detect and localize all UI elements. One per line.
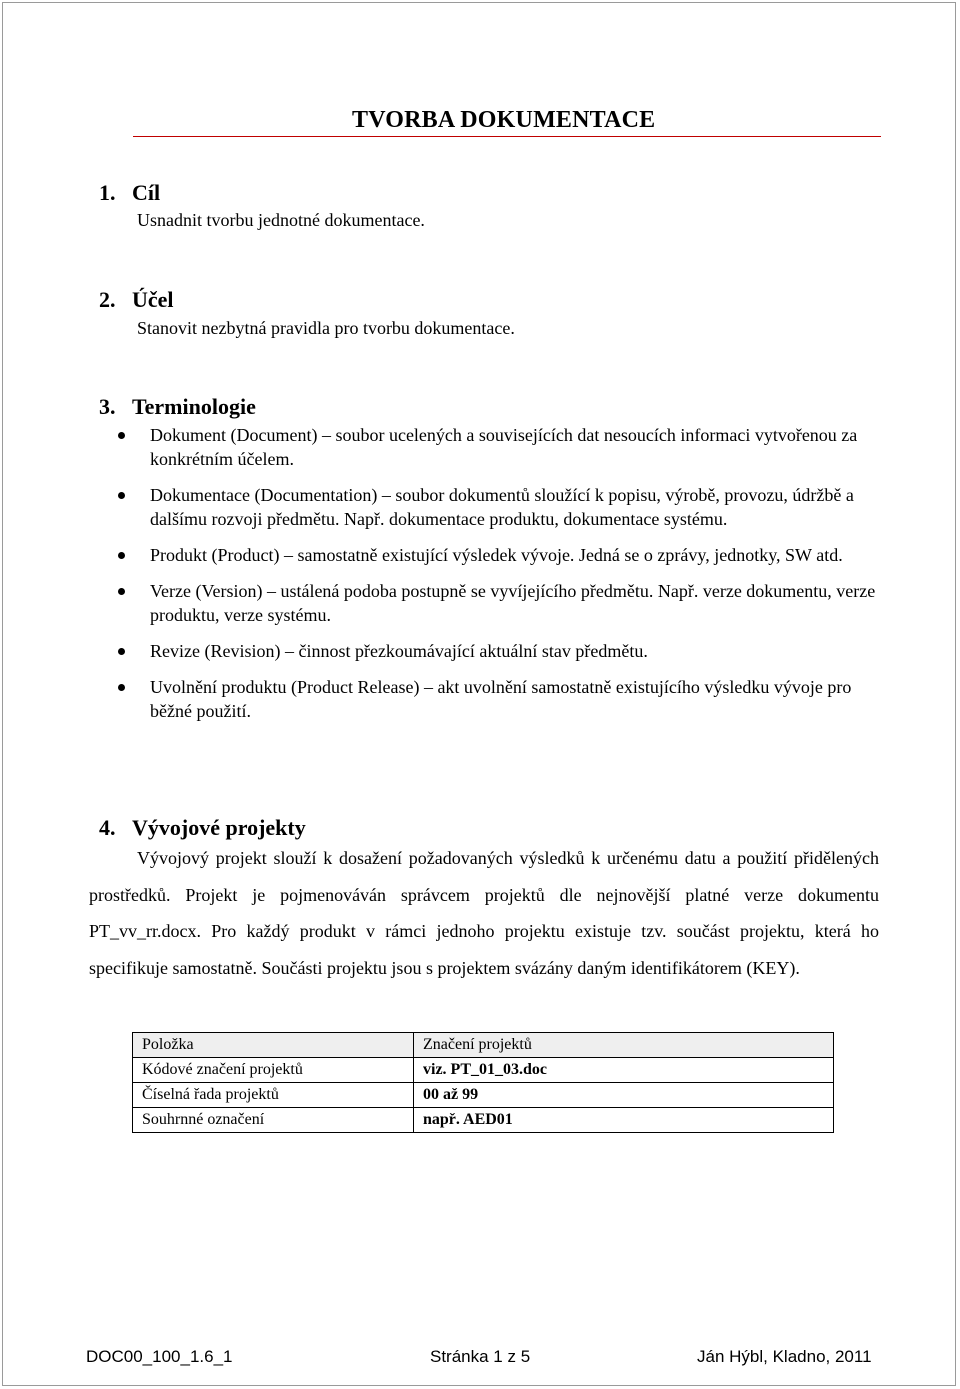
list-item bbox=[118, 543, 878, 567]
table-header-row bbox=[133, 1033, 834, 1058]
list-item bbox=[118, 423, 878, 471]
table-row bbox=[133, 1058, 834, 1083]
section-heading-purpose bbox=[99, 287, 174, 313]
bullet-icon bbox=[118, 552, 125, 559]
table-cell: např. AED01 bbox=[414, 1108, 834, 1133]
section-number: 1. bbox=[99, 180, 116, 205]
bullet-icon bbox=[118, 432, 125, 439]
section-heading-goal bbox=[99, 180, 160, 206]
document-page bbox=[2, 2, 956, 1386]
table-row bbox=[133, 1083, 834, 1108]
table-cell: Souhrnné označení bbox=[133, 1108, 414, 1133]
term-definition: Produkt (Product) – samostatně existující výsledek vývoje. Jedná se o zprávy, jednotky, SW atd. bbox=[150, 545, 843, 565]
section-number: 4. bbox=[99, 815, 116, 840]
section-title: Účel bbox=[132, 287, 174, 312]
section-text-goal: Usnadnit tvorbu jednotné dokumentace. bbox=[137, 210, 425, 230]
projects-paragraph: Vývojový projekt slouží k dosažení požadovaných výsledků k určenému datu a použití přidělených prostředků. Projekt je pojmenováván správcem projektů dle nejnovější platné verze dokumentu PT_vv_rr.docx. Pro každý produkt v rámci jednoho projektu existuje tzv. součást projektu, která ho specifikuje samostatně. Součásti projektu jsou s projektem svázány daným identifikátorem (KEY). bbox=[89, 848, 879, 978]
table-cell: 00 až 99 bbox=[414, 1083, 834, 1108]
document-title: TVORBA DOKUMENTACE bbox=[352, 107, 656, 133]
term-definition: Verze (Version) – ustálená podoba postupně se vyvíjejícího předmětu. Např. verze dokumentu, verze produktu, verze systému. bbox=[150, 581, 876, 625]
terminology-list bbox=[118, 423, 878, 735]
bullet-icon bbox=[118, 588, 125, 595]
section-text-purpose: Stanovit nezbytná pravidla pro tvorbu dokumentace. bbox=[137, 318, 515, 338]
term-definition: Uvolnění produktu (Product Release) – akt uvolnění samostatně existujícího výsledku vývoje pro běžné použití. bbox=[150, 677, 852, 721]
list-item bbox=[118, 483, 878, 531]
title-underline bbox=[133, 136, 881, 137]
term-definition: Dokumentace (Documentation) – soubor dokumentů sloužící k popisu, výrobě, provozu, údržbě a dalšímu rozvoji předmětu. Např. dokumentace produktu, dokumentace systému. bbox=[150, 485, 854, 529]
section-number: 3. bbox=[99, 394, 116, 419]
table-row bbox=[133, 1108, 834, 1133]
section-title: Terminologie bbox=[132, 394, 256, 419]
project-designation-table bbox=[132, 1032, 834, 1133]
footer-author: Ján Hýbl, Kladno, 2011 bbox=[697, 1347, 872, 1366]
table-header-cell: Značení projektů bbox=[414, 1033, 834, 1058]
term-definition: Revize (Revision) – činnost přezkoumávající aktuální stav předmětu. bbox=[150, 641, 648, 661]
table-cell: Kódové značení projektů bbox=[133, 1058, 414, 1083]
section-heading-terminology bbox=[99, 394, 256, 420]
table-cell: Číselná řada projektů bbox=[133, 1083, 414, 1108]
term-definition: Dokument (Document) – soubor ucelených a souvisejících dat nesoucích informaci vytvořenou za konkrétním účelem. bbox=[150, 425, 858, 469]
table-cell: viz. PT_01_03.doc bbox=[414, 1058, 834, 1083]
footer-document-code: DOC00_100_1.6_1 bbox=[86, 1347, 233, 1366]
bullet-icon bbox=[118, 492, 125, 499]
bullet-icon bbox=[118, 648, 125, 655]
list-item bbox=[118, 639, 878, 663]
table-header-cell: Položka bbox=[133, 1033, 414, 1058]
section-title: Vývojové projekty bbox=[132, 815, 306, 840]
footer-page-number: Stránka 1 z 5 bbox=[430, 1347, 531, 1366]
list-item bbox=[118, 675, 878, 723]
bullet-icon bbox=[118, 684, 125, 691]
section-heading-projects bbox=[99, 815, 306, 841]
section-title: Cíl bbox=[132, 180, 161, 205]
section-number: 2. bbox=[99, 287, 116, 312]
list-item bbox=[118, 579, 878, 627]
section-text-projects bbox=[89, 840, 879, 986]
